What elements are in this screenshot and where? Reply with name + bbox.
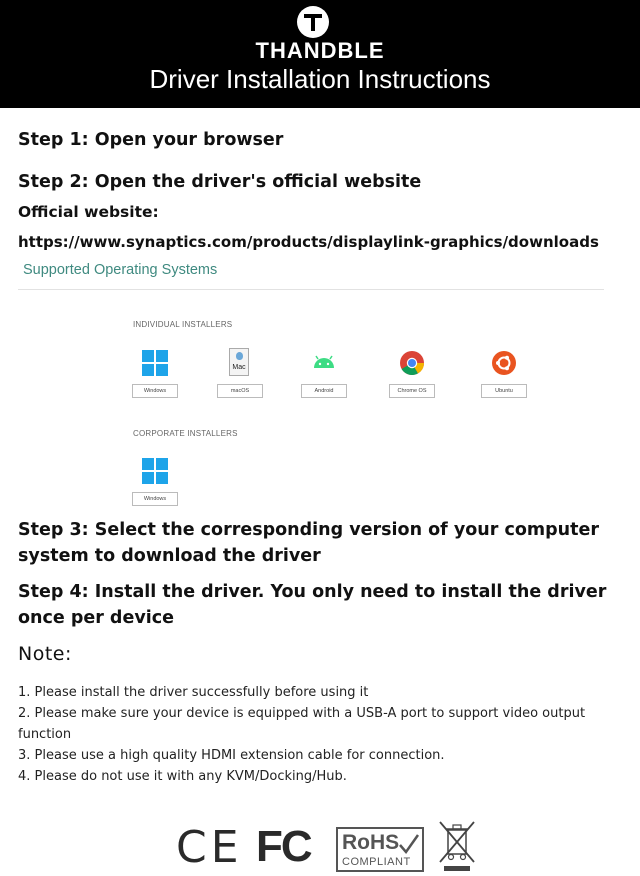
step-2: Step 2: Open the driver's official website <box>18 172 422 192</box>
rohs-compliant-label: COMPLIANT <box>342 856 411 868</box>
rohs-label: RoHS <box>342 831 400 854</box>
note-item: 2. Please make sure your device is equipped with a USB-A port to support video output <box>18 706 586 721</box>
macos-download-button[interactable]: macOS <box>217 384 263 398</box>
page-title: Driver Installation Instructions <box>149 64 491 94</box>
step-4-line-1: Step 4: Install the driver. You only need to install the driver <box>18 582 607 602</box>
android-icon <box>311 350 337 376</box>
brand-logo-icon <box>297 6 329 38</box>
individual-installers-label: INDIVIDUAL INSTALLERS <box>133 320 233 329</box>
windows-download-button[interactable]: Windows <box>132 384 178 398</box>
divider <box>18 289 604 290</box>
ubuntu-download-button[interactable]: Ubuntu <box>481 384 527 398</box>
official-website-url[interactable]: https://www.synaptics.com/products/displaylink-graphics/downloads <box>18 233 599 251</box>
ubuntu-icon <box>491 350 517 376</box>
note-item: 4. Please do not use it with any KVM/Docking/Hub. <box>18 769 347 784</box>
weee-crossed-bin-icon <box>436 818 478 872</box>
chrome-icon <box>399 350 425 376</box>
corporate-installers-label: CORPORATE INSTALLERS <box>133 429 238 438</box>
step-4-line-2: once per device <box>18 608 174 628</box>
brand-name: THANDBLE <box>255 38 385 63</box>
fcc-mark: FC <box>256 822 311 871</box>
windows-icon <box>142 350 168 376</box>
note-item: 3. Please use a high quality HDMI extension cable for connection. <box>18 748 445 763</box>
chrome-os-download-button[interactable]: Chrome OS <box>389 384 435 398</box>
note-title: Note: <box>18 643 72 665</box>
step-1: Step 1: Open your browser <box>18 130 284 150</box>
windows-icon <box>142 458 168 484</box>
corporate-windows-download-button[interactable]: Windows <box>132 492 178 506</box>
supported-os-heading: Supported Operating Systems <box>23 262 218 278</box>
rohs-badge <box>336 827 424 872</box>
checkmark-icon <box>398 833 420 855</box>
android-download-button[interactable]: Android <box>301 384 347 398</box>
ce-mark: CE <box>176 822 243 873</box>
official-website-label: Official website: <box>18 203 159 221</box>
note-item: 1. Please install the driver successfully before using it <box>18 685 369 700</box>
header-banner <box>0 0 640 108</box>
step-3-line-1: Step 3: Select the corresponding version of your computer <box>18 520 599 540</box>
mac-icon <box>227 350 253 376</box>
note-item: function <box>18 727 72 742</box>
mac-icon-label: Mac <box>232 364 246 371</box>
step-3-line-2: system to download the driver <box>18 546 321 566</box>
